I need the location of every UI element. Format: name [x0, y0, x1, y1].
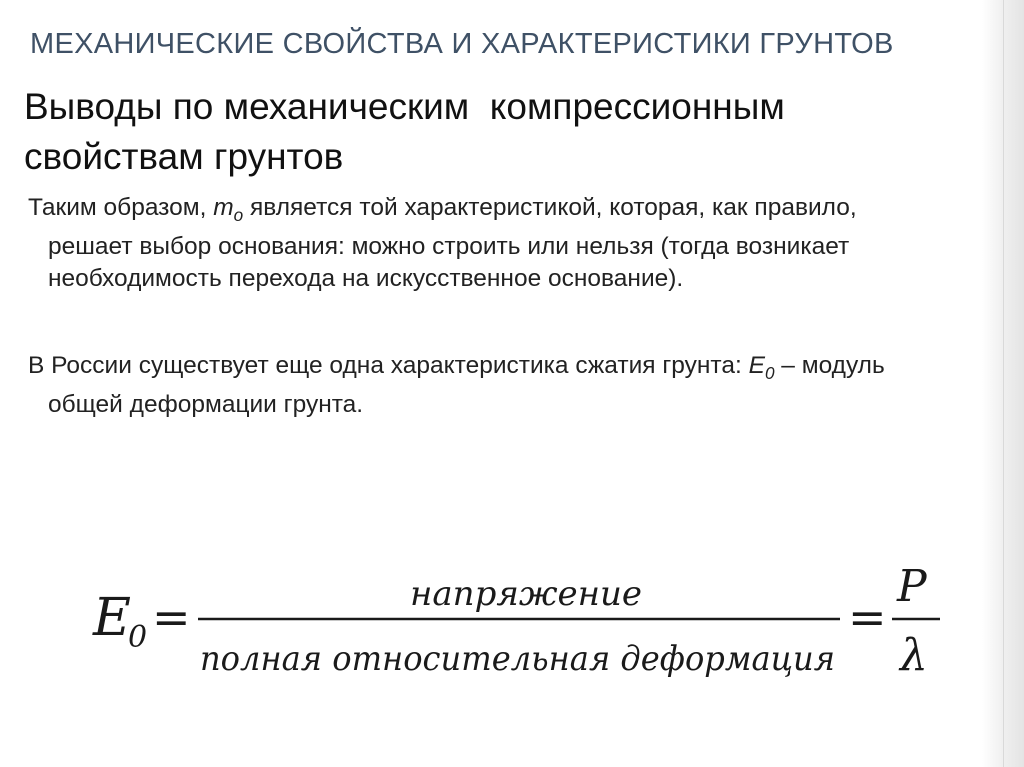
formula-svg — [0, 555, 1024, 705]
paragraph-conclusion — [28, 192, 978, 295]
formula-equals-2: = — [848, 590, 887, 644]
paragraph1-line3: необходимость перехода на искусственное основание). — [48, 264, 684, 292]
paragraph2-line1-rest: – модуль — [774, 352, 885, 379]
formula-equals-1: = — [152, 590, 191, 644]
slide-title-line-2: свойствам грунтов — [24, 136, 344, 177]
formula-lhs-symbol: E — [93, 588, 131, 648]
paragraph1-line2: решает выбор основания: можно строить или нельзя (тогда возникает — [48, 232, 850, 260]
paragraph1-line1-rest: является той характеристикой, которая, как правило, — [243, 194, 857, 221]
paragraph1-prefix: Таким образом, — [28, 194, 214, 221]
formula-denominator: полная относительная деформация — [200, 639, 835, 679]
paragraph2-prefix: В России существует еще одна характеристика сжатия грунта: — [28, 352, 749, 379]
formula-rhs-numerator: P — [897, 561, 927, 612]
formula-deformation-modulus — [0, 555, 1024, 705]
slide-title — [24, 82, 964, 182]
formula-numerator: напряжение — [410, 574, 643, 614]
header-title: МЕХАНИЧЕСКИЕ СВОЙСТВА И ХАРАКТЕРИСТИКИ ГРУНТОВ — [30, 28, 894, 60]
paragraph2-line2: общей деформации грунта. — [48, 390, 364, 418]
symbol-e0: $E_0$ — [748, 352, 775, 383]
slide-title-line-1: Выводы по механическим компрессионным — [24, 86, 785, 127]
paragraph-russia-modulus — [28, 350, 978, 421]
symbol-m0: $m_o$ — [213, 194, 244, 225]
formula-lhs-subscript: 0 — [128, 620, 148, 655]
formula-rhs-denominator: λ — [900, 630, 928, 681]
